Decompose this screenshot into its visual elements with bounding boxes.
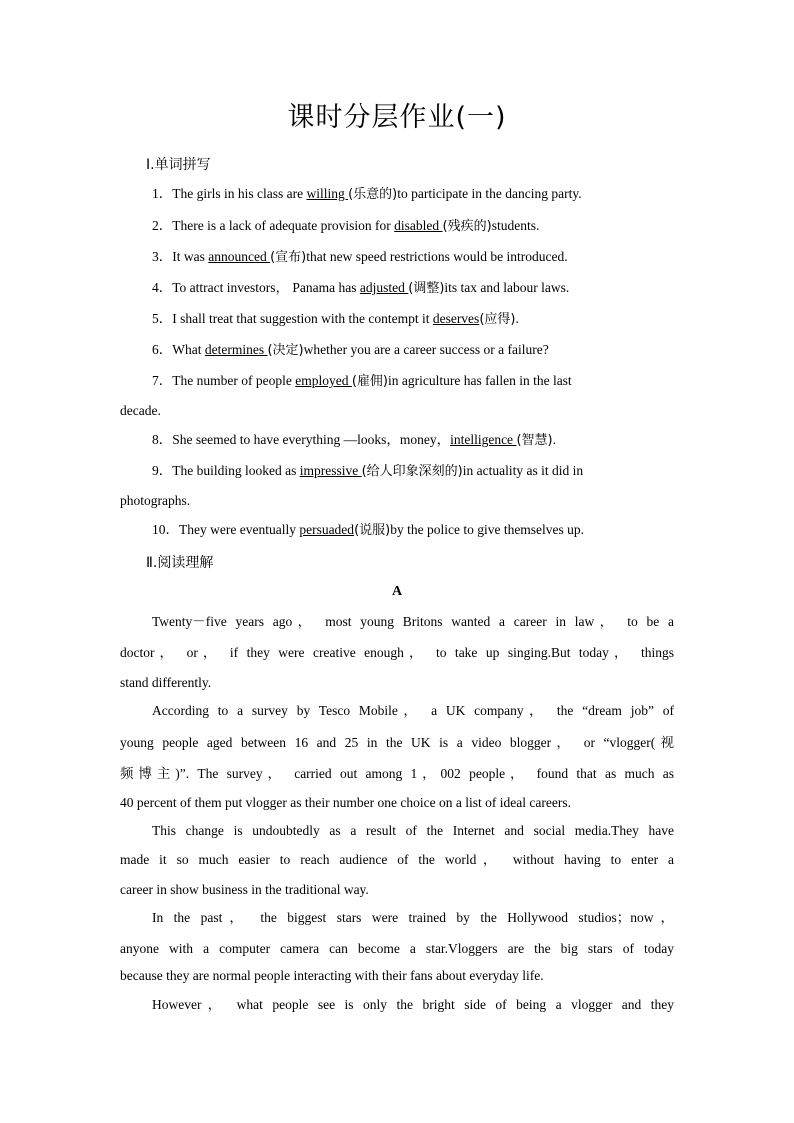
spelling-item	[152, 278, 672, 299]
spelling-item	[152, 216, 672, 237]
spelling-item	[152, 184, 672, 205]
item-number: 3．	[152, 249, 173, 264]
item-continuation: decade.	[120, 403, 161, 418]
item-text-before: The number of people	[172, 373, 296, 388]
item-text-after: students.	[491, 218, 540, 233]
page-title: 课时分层作业(一)	[287, 102, 507, 133]
item-text-after: .	[515, 311, 519, 326]
passage-line: doctor， or， if they were creative enough， to take up singing.But today， things	[120, 645, 674, 660]
item-number: 7．	[152, 373, 173, 388]
item-hint: (雇佣)	[351, 374, 388, 389]
item-hint: (给人印象深刻的)	[361, 464, 463, 479]
passage-line: because they are normal people interacting with their fans about everyday life.	[120, 968, 544, 983]
item-text-before: The building looked as	[172, 463, 300, 478]
item-hint: (应得)	[479, 312, 516, 327]
section-heading-spelling: Ⅰ.单词拼写	[146, 157, 211, 173]
item-number: 5．	[152, 311, 173, 326]
passage-line: anyone with a computer camera can become a star.Vloggers are the big stars of today	[120, 941, 674, 956]
item-text-after: in actuality as it did in	[462, 463, 584, 478]
item-answer: employed	[295, 373, 352, 388]
item-text-before: To attract investors， Panama has	[172, 280, 360, 295]
passage-label: A	[391, 584, 403, 599]
passage-line: 频博主)”. The survey， carried out among 1，002 people， found that as much as	[120, 766, 674, 781]
section-heading-reading: Ⅱ.阅读理解	[146, 555, 214, 571]
passage-line: career in show business in the traditional way.	[120, 882, 369, 897]
item-text-after: to participate in the dancing party.	[397, 186, 582, 201]
item-hint: (说服)	[354, 523, 391, 538]
passage-line: 40 percent of them put vlogger as their number one choice on a list of ideal careers.	[120, 795, 571, 810]
item-text-after: in agriculture has fallen in the last	[388, 373, 572, 388]
passage-line: stand differently.	[120, 675, 212, 690]
spelling-item	[152, 461, 672, 482]
item-hint: (决定)	[267, 343, 304, 358]
passage-line: Twenty－five years ago， most young Britons wanted a career in law， to be a	[152, 614, 674, 629]
passage-line: made it so much easier to reach audience of the world， without having to enter a	[120, 852, 674, 867]
item-answer: willing	[306, 186, 349, 201]
item-text-after: its tax and labour laws.	[444, 280, 570, 295]
spelling-item	[152, 430, 672, 451]
item-text-after: by the police to give themselves up.	[390, 522, 585, 537]
item-answer: intelligence	[450, 432, 517, 447]
passage-line: young people aged between 16 and 25 in the UK is a video blogger， or “vlogger(视	[120, 735, 674, 750]
item-text-before: What	[172, 342, 205, 357]
passage-line: However， what people see is only the bright side of being a vlogger and they	[152, 997, 674, 1012]
item-number: 1．	[152, 186, 173, 201]
item-hint: (智慧)	[516, 433, 553, 448]
item-answer: persuaded	[299, 522, 355, 537]
item-number: 6．	[152, 342, 173, 357]
spelling-item	[152, 520, 672, 541]
item-text-after: whether you are a career success or a failure?	[303, 342, 549, 357]
item-text-after: .	[552, 432, 556, 447]
item-text-before: There is a lack of adequate provision for	[172, 218, 395, 233]
item-answer: adjusted	[359, 280, 409, 295]
item-continuation: photographs.	[120, 493, 191, 508]
item-text-before: It was	[172, 249, 209, 264]
passage-line: This change is undoubtedly as a result of the Internet and social media.They have	[152, 823, 674, 838]
item-answer: deserves	[432, 311, 480, 326]
item-answer: disabled	[394, 218, 443, 233]
item-number: 2．	[152, 218, 173, 233]
item-text-after: that new speed restrictions would be introduced.	[306, 249, 568, 264]
passage-line: In the past， the biggest stars were trained by the Hollywood studios；now，	[152, 910, 674, 925]
spelling-item	[152, 247, 672, 268]
item-answer: announced	[208, 249, 271, 264]
item-answer: impressive	[299, 463, 362, 478]
item-text-before: The girls in his class are	[172, 186, 307, 201]
spelling-item	[152, 371, 672, 392]
item-hint: (乐意的)	[348, 187, 398, 202]
item-answer: determines	[204, 342, 268, 357]
item-number: 9．	[152, 463, 173, 478]
spelling-item	[152, 340, 672, 361]
item-hint: (残疾的)	[442, 219, 492, 234]
item-number: 10．	[152, 522, 179, 537]
item-text-before: I shall treat that suggestion with the contempt it	[172, 311, 433, 326]
item-hint: (调整)	[408, 281, 445, 296]
spelling-item	[152, 309, 672, 330]
item-hint: (宣布)	[270, 250, 307, 265]
item-number: 4．	[152, 280, 173, 295]
item-text-before: She seemed to have everything —looks，money，	[172, 432, 451, 447]
item-number: 8．	[152, 432, 173, 447]
passage-line: According to a survey by Tesco Mobile， a UK company， the “dream job” of	[152, 703, 674, 718]
item-text-before: They were eventually	[179, 522, 300, 537]
